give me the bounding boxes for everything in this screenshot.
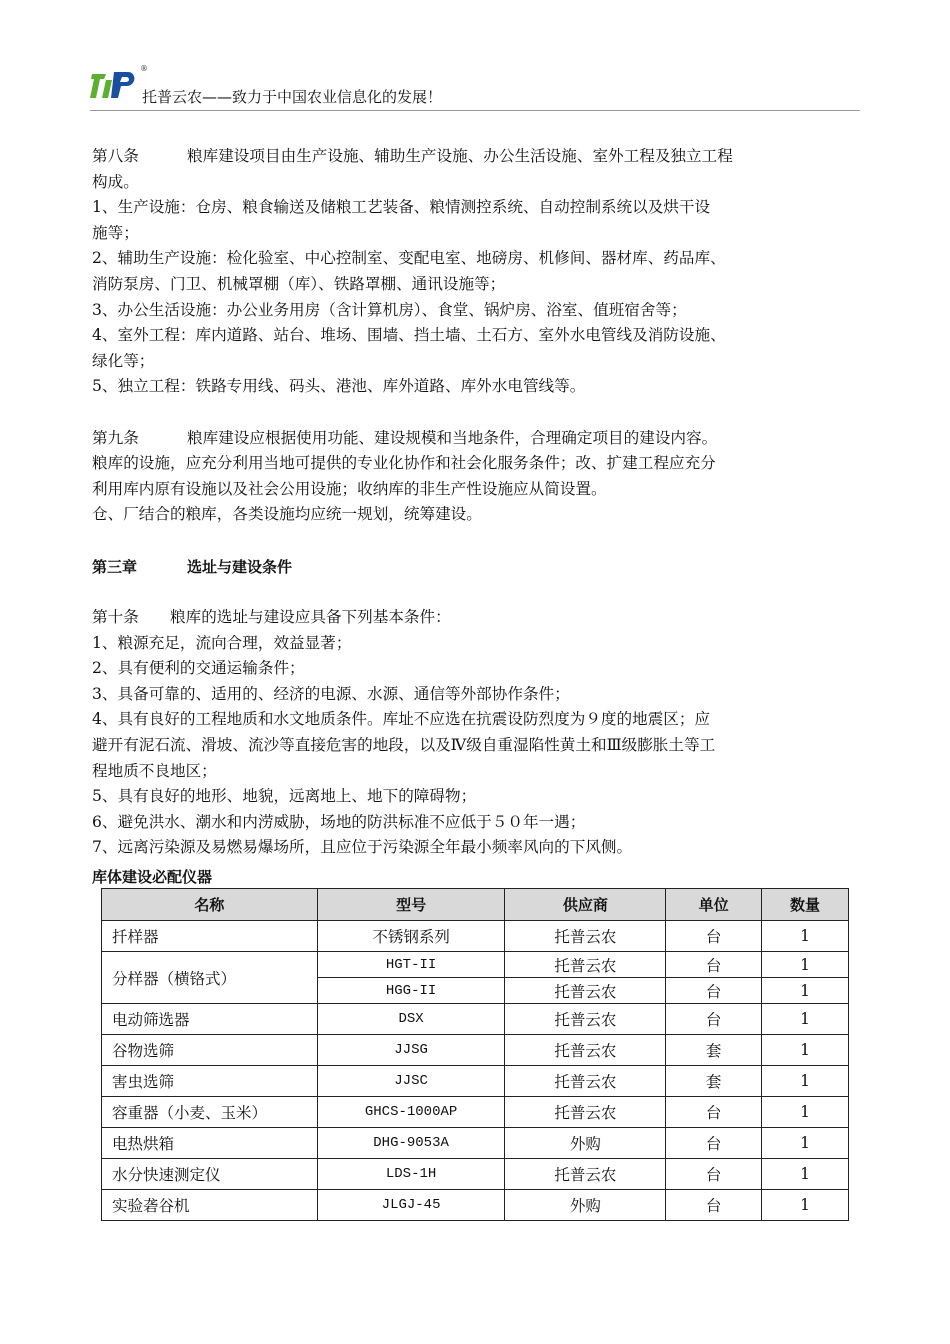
cell-model: HGG-II bbox=[317, 978, 505, 1004]
cell-supplier: 外购 bbox=[505, 1128, 666, 1159]
cell-quantity: 1 bbox=[762, 1159, 849, 1190]
cell-name: 水分快速测定仪 bbox=[102, 1159, 318, 1190]
article8-item2-b: 消防泵房、门卫、机械罩棚（库）、铁路罩棚、通讯设施等； bbox=[92, 274, 506, 293]
cell-supplier: 托普云农 bbox=[505, 1159, 666, 1190]
header-slogan: 托普云农——致力于中国农业信息化的发展！ bbox=[142, 88, 443, 106]
cell-name: 谷物选筛 bbox=[102, 1035, 318, 1066]
cell-model: JLGJ-45 bbox=[317, 1190, 505, 1221]
article8-item2-a: 2、辅助生产设施：检化验室、中心控制室、变配电室、地磅房、机修间、器材库、药品库、 bbox=[92, 249, 726, 268]
cell-supplier: 托普云农 bbox=[505, 1097, 666, 1128]
document-body bbox=[92, 144, 862, 861]
cell-name: 实验砻谷机 bbox=[102, 1190, 318, 1221]
cell-unit: 套 bbox=[666, 1035, 762, 1066]
article8-item3: 3、办公生活设施：办公业务用房（含计算机房）、食堂、锅炉房、浴室、值班宿舍等； bbox=[92, 300, 687, 319]
article10-line4: 4、具有良好的工程地质和水文地质条件。库址不应选在抗震设防烈度为９度的地震区；应 bbox=[92, 710, 711, 729]
cell-unit: 台 bbox=[666, 952, 762, 978]
article8-item5: 5、独立工程：铁路专用线、码头、港池、库外道路、库外水电管线等。 bbox=[92, 377, 586, 396]
cell-model: 不锈钢系列 bbox=[317, 921, 505, 952]
cell-model: JJSG bbox=[317, 1035, 505, 1066]
table-header-row bbox=[102, 889, 849, 921]
cell-supplier: 托普云农 bbox=[505, 1035, 666, 1066]
cell-supplier: 托普云农 bbox=[505, 921, 666, 952]
article10-line5: 避开有泥石流、滑坡、流沙等直接危害的地段，以及Ⅳ级自重湿陷性黄土和Ⅲ级膨胀土等工 bbox=[92, 736, 716, 755]
article10-line7: 5、具有良好的地形、地貌，远离地上、地下的障碍物； bbox=[92, 787, 477, 806]
cell-name: 电动筛选器 bbox=[102, 1004, 318, 1035]
cell-name: 电热烘箱 bbox=[102, 1128, 318, 1159]
header-unit: 单位 bbox=[666, 889, 762, 921]
cell-quantity: 1 bbox=[762, 1035, 849, 1066]
article9-label: 第九条 bbox=[92, 428, 139, 447]
chapter3-title: 选址与建设条件 bbox=[187, 557, 293, 576]
registered-mark: ® bbox=[140, 64, 148, 73]
table-row bbox=[102, 921, 849, 952]
article8-text: 粮库建设项目由生产设施、辅助生产设施、办公生活设施、室外工程及独立工程 bbox=[187, 147, 733, 165]
header-supplier: 供应商 bbox=[505, 889, 666, 921]
cell-unit: 台 bbox=[666, 1128, 762, 1159]
table-row bbox=[102, 1159, 849, 1190]
cell-model: HGT-II bbox=[317, 952, 505, 978]
table-title: 库体建设必配仪器 bbox=[92, 868, 213, 886]
company-logo-icon bbox=[90, 66, 138, 102]
table-row bbox=[102, 1035, 849, 1066]
table-row bbox=[102, 952, 849, 978]
cell-unit: 台 bbox=[666, 1004, 762, 1035]
article8-item4-a: 4、室外工程：库内道路、站台、堆场、围墙、挡土墙、土石方、室外水电管线及消防设施、 bbox=[92, 326, 726, 345]
article10-line3: 3、具备可靠的、适用的、经济的电源、水源、通信等外部协作条件； bbox=[92, 684, 570, 703]
cell-unit: 台 bbox=[666, 978, 762, 1004]
article8-cont: 构成。 bbox=[92, 172, 139, 191]
cell-model: DHG-9053A bbox=[317, 1128, 505, 1159]
header-model: 型号 bbox=[317, 889, 505, 921]
article8-item4-b: 绿化等； bbox=[92, 351, 155, 370]
cell-supplier: 外购 bbox=[505, 1190, 666, 1221]
article8-item1-a: 1、生产设施：仓房、粮食输送及储粮工艺装备、粮情测控系统、自动控制系统以及烘干设 bbox=[92, 198, 711, 217]
header-quantity: 数量 bbox=[762, 889, 849, 921]
article10-heading bbox=[92, 605, 862, 631]
instrument-table bbox=[101, 888, 849, 1221]
cell-name: 扦样器 bbox=[102, 921, 318, 952]
article10-line9: 7、远离污染源及易燃易爆场所，且应位于污染源全年最小频率风向的下风侧。 bbox=[92, 838, 633, 857]
cell-name: 容重器（小麦、玉米） bbox=[102, 1097, 318, 1128]
chapter3-label: 第三章 bbox=[92, 557, 138, 576]
cell-model: JJSC bbox=[317, 1066, 505, 1097]
table-row bbox=[102, 1128, 849, 1159]
header-name: 名称 bbox=[102, 889, 318, 921]
article10-line2: 2、具有便利的交通运输条件； bbox=[92, 659, 305, 678]
page-header bbox=[90, 62, 860, 111]
article9-line2: 利用库内原有设施以及社会公用设施；收纳库的非生产性设施应从简设置。 bbox=[92, 479, 607, 498]
article9-line3: 仓、厂结合的粮库，各类设施均应统一规划，统筹建设。 bbox=[92, 505, 482, 524]
cell-model: DSX bbox=[317, 1004, 505, 1035]
cell-name: 害虫选筛 bbox=[102, 1066, 318, 1097]
article8-label: 第八条 bbox=[92, 147, 139, 165]
article9-heading bbox=[92, 426, 862, 452]
article10-line1: 1、粮源充足，流向合理，效益显著； bbox=[92, 633, 352, 652]
cell-unit: 台 bbox=[666, 1097, 762, 1128]
cell-supplier: 托普云农 bbox=[505, 1004, 666, 1035]
cell-unit: 台 bbox=[666, 921, 762, 952]
article8-item1-b: 施等； bbox=[92, 223, 139, 242]
article10-label: 第十条 bbox=[92, 608, 139, 627]
table-row bbox=[102, 1066, 849, 1097]
article9-text: 粮库建设应根据使用功能、建设规模和当地条件，合理确定项目的建设内容。 bbox=[187, 428, 718, 447]
cell-supplier: 托普云农 bbox=[505, 952, 666, 978]
cell-supplier: 托普云农 bbox=[505, 978, 666, 1004]
cell-quantity: 1 bbox=[762, 1004, 849, 1035]
cell-quantity: 1 bbox=[762, 1066, 849, 1097]
cell-quantity: 1 bbox=[762, 1190, 849, 1221]
table-row bbox=[102, 1004, 849, 1035]
cell-supplier: 托普云农 bbox=[505, 1066, 666, 1097]
cell-model: LDS-1H bbox=[317, 1159, 505, 1190]
article10-line8: 6、避免洪水、潮水和内涝威胁，场地的防洪标准不应低于５０年一遇； bbox=[92, 812, 586, 831]
article10-text: 粮库的选址与建设应具备下列基本条件： bbox=[170, 608, 451, 627]
cell-model: GHCS-1000AP bbox=[317, 1097, 505, 1128]
article10-line6: 程地质不良地区； bbox=[92, 761, 217, 780]
cell-quantity: 1 bbox=[762, 978, 849, 1004]
table-row bbox=[102, 1190, 849, 1221]
cell-unit: 台 bbox=[666, 1159, 762, 1190]
chapter3-heading bbox=[92, 554, 862, 580]
cell-quantity: 1 bbox=[762, 1128, 849, 1159]
cell-quantity: 1 bbox=[762, 1097, 849, 1128]
table-row bbox=[102, 1097, 849, 1128]
cell-unit: 套 bbox=[666, 1066, 762, 1097]
article9-line1: 粮库的设施，应充分利用当地可提供的专业化协作和社会化服务条件；改、扩建工程应充分 bbox=[92, 454, 716, 473]
article8-heading bbox=[92, 144, 862, 170]
cell-name: 分样器（横铬式） bbox=[102, 952, 318, 1004]
cell-unit: 台 bbox=[666, 1190, 762, 1221]
cell-quantity: 1 bbox=[762, 952, 849, 978]
cell-quantity: 1 bbox=[762, 921, 849, 952]
